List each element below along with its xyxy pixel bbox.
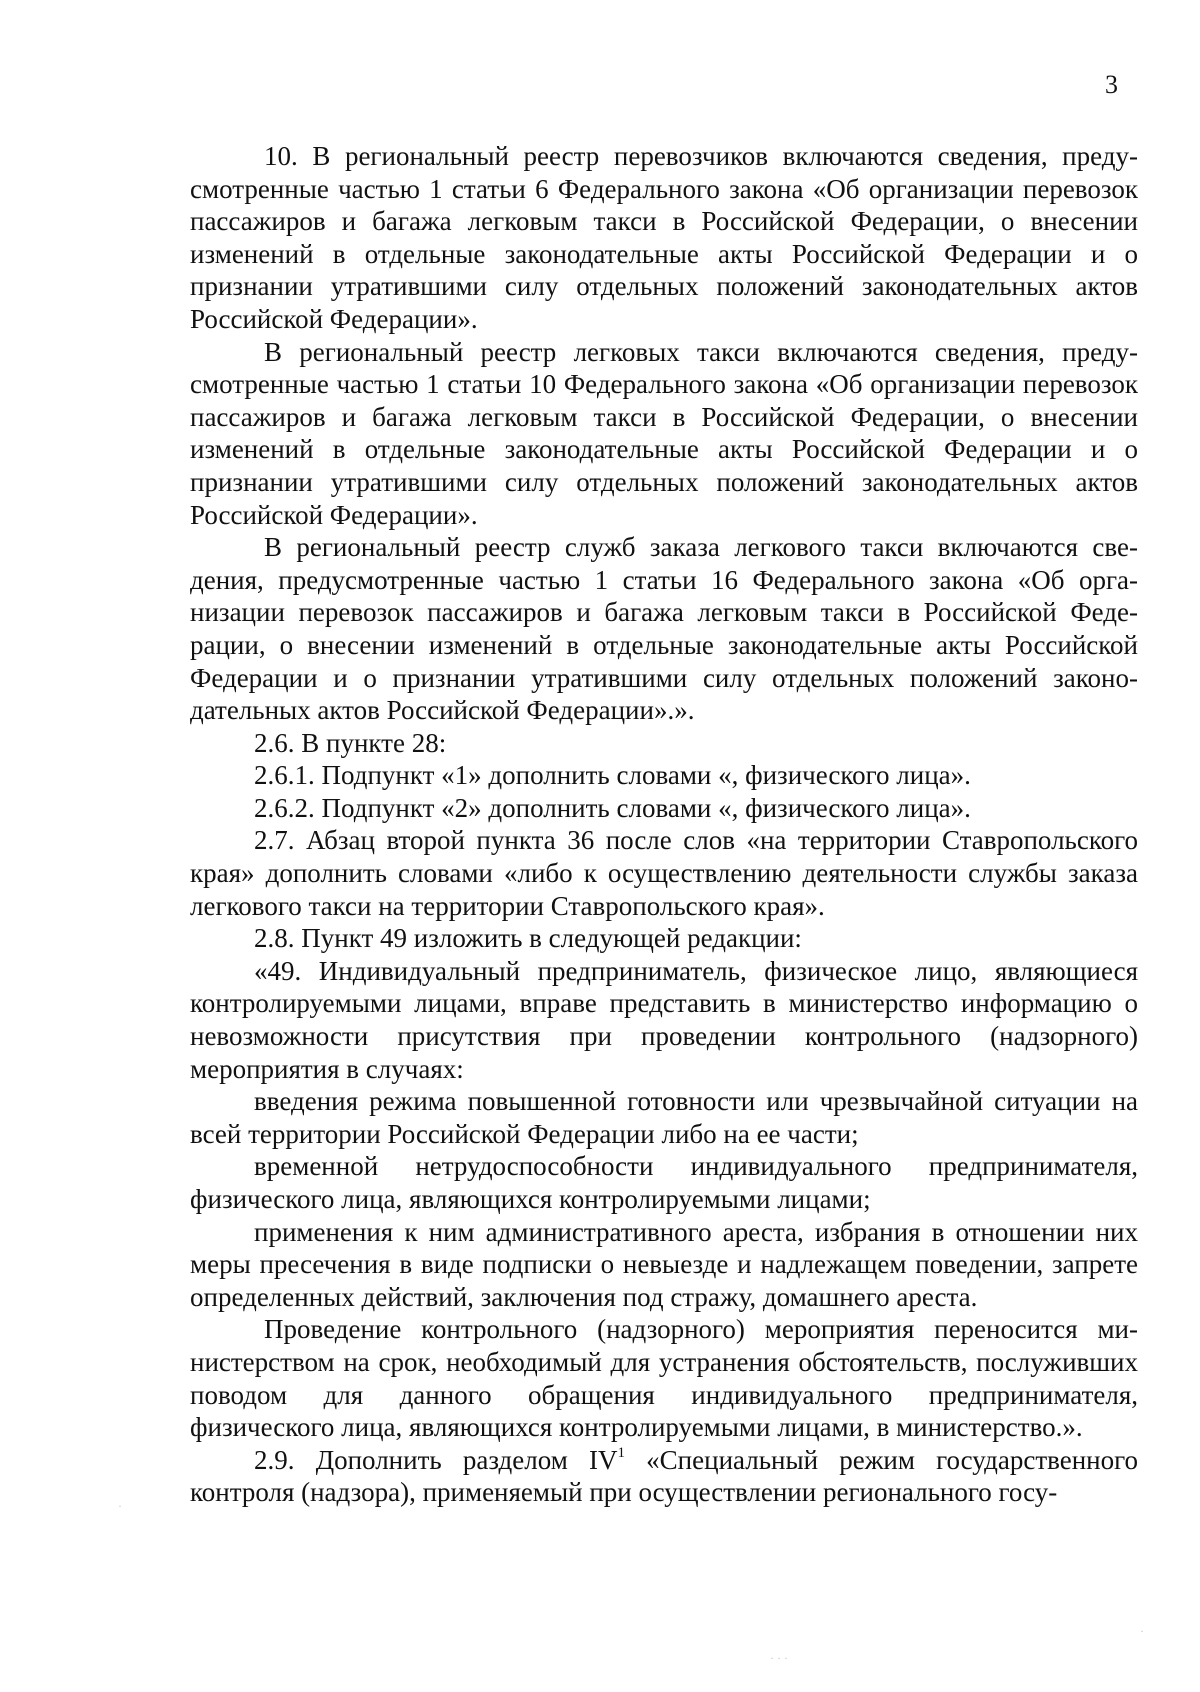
scan-speck: · · · [770, 1651, 788, 1665]
section-superscript: 1 [617, 1444, 625, 1461]
paragraph-dispatch-services-registry: В региональный реестр служб заказа легкового такси включаются сведения, предусмотренные частью 1 статьи 16 Федерального закона «Об организации перевозок пассажиров и багажа легковым такси в Российской Федерации, о внесении изменений в отдельные законодательные акты Российской Федерации и о признании утратившими силу отдельных положений законодательных актов Российской Федерации».». [190, 532, 1138, 726]
paragraph-2-9-end: «Специальный режим государственного контроля (надзора), применяемый при осуществлении регионального госу- [190, 1444, 1138, 1508]
page-number: 3 [1105, 70, 1118, 99]
paragraph-2-9-start: 2.9. Дополнить разделом IV [254, 1444, 618, 1475]
paragraph-2-7: 2.7. Абзац второй пункта 36 после слов «на территории Ставропольского края» дополнить словами «либо к осуществлению деятельности службы заказа легкового такси на территории Ставропольского края». [190, 825, 1138, 921]
paragraph-2-9 [190, 1444, 1138, 1509]
paragraph-2-6-2: 2.6.2. Подпункт «2» дополнить словами «, физического лица». [254, 792, 971, 823]
paragraph-2-8: 2.8. Пункт 49 изложить в следующей редакции: [254, 923, 802, 954]
paragraph-2-6: 2.6. В пункте 28: [254, 727, 447, 758]
list-item-emergency-regime: введения режима повышенной готовности или чрезвычайной ситуации на всей территории Российской Федерации либо на ее части; [190, 1086, 1138, 1149]
paragraph-10-carriers-registry: 10. В региональный реестр перевозчиков включаются сведения, предусмотренные частью 1 статьи 6 Федерального закона «Об организации перевозок пассажиров и багажа легковым такси в Российской Федерации, о внесении изменений в отдельные законодательные акты Российской Федерации и о признании утратившими силу отдельных положений законодательных актов Российской Федерации». [190, 141, 1138, 334]
document-body [190, 140, 1138, 1509]
paragraph-taxi-registry: В региональный реестр легковых такси включаются сведения, предусмотренные частью 1 статьи 10 Федерального закона «Об организации перевозок пассажиров и багажа легковым такси в Российской Федерации, о внесении изменений в отдельные законодательные акты Российской Федерации и о признании утратившими силу отдельных положений законодательных актов Российской Федерации». [190, 336, 1138, 530]
scan-speck: · [1140, 1624, 1144, 1638]
scan-speck: · [118, 1499, 122, 1513]
list-item-temporary-disability: временной нетрудоспособности индивидуального предпринимателя, физического лица, являющихся контролируемыми лицами; [190, 1151, 1138, 1214]
list-item-administrative-arrest: применения к ним административного ареста, избрания в отношении них меры пресечения в виде подписки о невыезде и надлежащем поведении, запрете определенных действий, заключения под стражу, домашнего ареста. [190, 1216, 1138, 1312]
paragraph-2-6-1: 2.6.1. Подпункт «1» дополнить словами «, физического лица». [254, 760, 971, 791]
paragraph-49: «49. Индивидуальный предприниматель, физическое лицо, являющиеся контролируемыми лицами, вправе представить в министерство информацию о невозможности присутствия при проведении контрольного (надзорного) мероприятия в случаях: [190, 955, 1138, 1084]
paragraph-postponement: Проведение контрольного (надзорного) мероприятия переносится министерством на срок, необходимый для устранения обстоятельств, послуживших поводом для данного обращения индивидуального предпринимателя, физического лица, являющихся контролируемыми лицами, в министерство.». [190, 1314, 1138, 1443]
